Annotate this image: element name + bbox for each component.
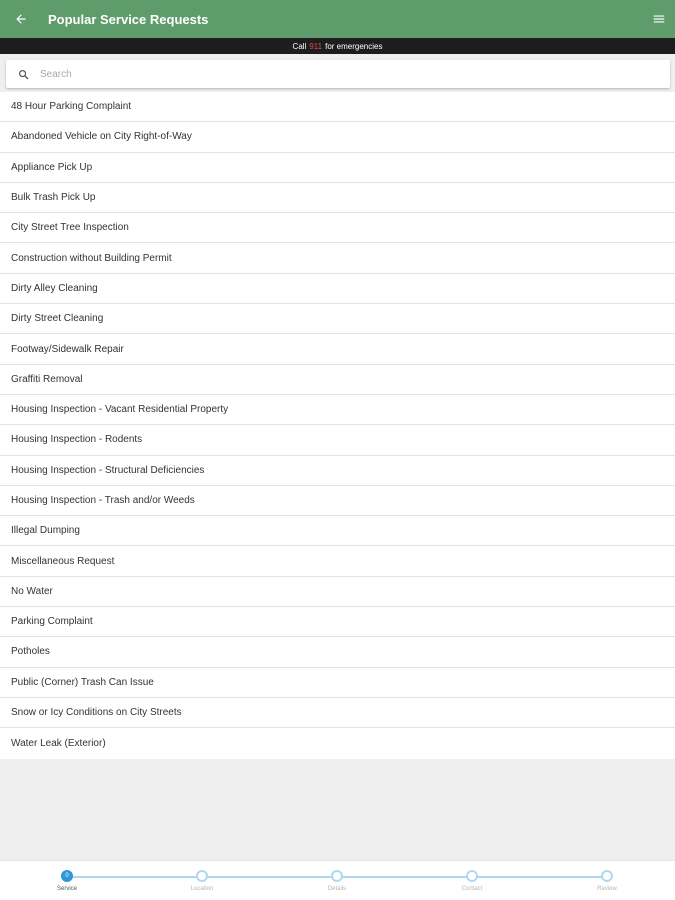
search-icon <box>6 69 40 80</box>
step-label: Review <box>597 886 617 892</box>
banner-suffix: for emergencies <box>325 41 383 51</box>
list-item[interactable]: City Street Tree Inspection <box>0 213 675 243</box>
step-label: Details <box>327 886 347 892</box>
list-item[interactable]: Graffiti Removal <box>0 365 675 395</box>
search-bar[interactable] <box>6 60 670 88</box>
service-request-list <box>0 92 675 759</box>
banner-prefix: Call <box>292 41 307 51</box>
hamburger-menu-icon <box>652 12 666 26</box>
list-item[interactable]: Construction without Building Permit <box>0 243 675 273</box>
list-item[interactable]: Water Leak (Exterior) <box>11 737 106 749</box>
list-item[interactable]: Illegal Dumping <box>0 516 675 546</box>
list-item[interactable]: Snow or Icy Conditions on City Streets <box>0 698 675 728</box>
step-dot <box>196 870 208 882</box>
list-item[interactable]: Appliance Pick Up <box>0 153 675 183</box>
search-input[interactable] <box>40 69 640 80</box>
app-bar <box>0 0 675 38</box>
list-item[interactable]: Housing Inspection - Trash and/or Weeds <box>0 486 675 516</box>
step-review[interactable] <box>567 870 647 892</box>
list-item[interactable]: Housing Inspection - Rodents <box>0 425 675 455</box>
step-contact[interactable] <box>432 870 512 892</box>
step-dot <box>466 870 478 882</box>
step-dot <box>601 870 613 882</box>
list-item[interactable]: Bulk Trash Pick Up <box>0 183 675 213</box>
menu-button[interactable] <box>643 0 675 38</box>
page-title: Popular Service Requests <box>48 11 209 27</box>
arrow-left-icon <box>14 12 28 26</box>
list-item[interactable]: Parking Complaint <box>0 607 675 637</box>
step-location[interactable] <box>162 870 242 892</box>
progress-stepper <box>0 860 675 900</box>
back-button[interactable] <box>0 0 42 38</box>
step-details[interactable] <box>297 870 377 892</box>
step-label: Service <box>56 886 77 892</box>
list-item[interactable]: Abandoned Vehicle on City Right-of-Way <box>0 122 675 152</box>
list-item[interactable]: Public (Corner) Trash Can Issue <box>0 668 675 698</box>
list-item[interactable]: Housing Inspection - Vacant Residential Property <box>0 395 675 425</box>
list-item[interactable]: Housing Inspection - Structural Deficiencies <box>0 456 675 486</box>
step-dot <box>331 870 343 882</box>
emergency-number[interactable]: 911 <box>309 41 323 51</box>
list-item[interactable]: Dirty Alley Cleaning <box>0 274 675 304</box>
emergency-banner <box>0 38 675 54</box>
list-item[interactable]: No Water <box>0 577 675 607</box>
step-service[interactable] <box>27 870 107 892</box>
list-item[interactable]: Footway/Sidewalk Repair <box>0 334 675 364</box>
list-item[interactable]: Miscellaneous Request <box>0 546 675 576</box>
step-label: Contact <box>461 886 483 892</box>
list-item[interactable]: Potholes <box>0 637 675 667</box>
list-item[interactable]: 48 Hour Parking Complaint <box>0 92 675 122</box>
list-item[interactable]: Dirty Street Cleaning <box>0 304 675 334</box>
step-label: Location <box>190 886 214 892</box>
step-dot: 0 <box>61 870 73 882</box>
